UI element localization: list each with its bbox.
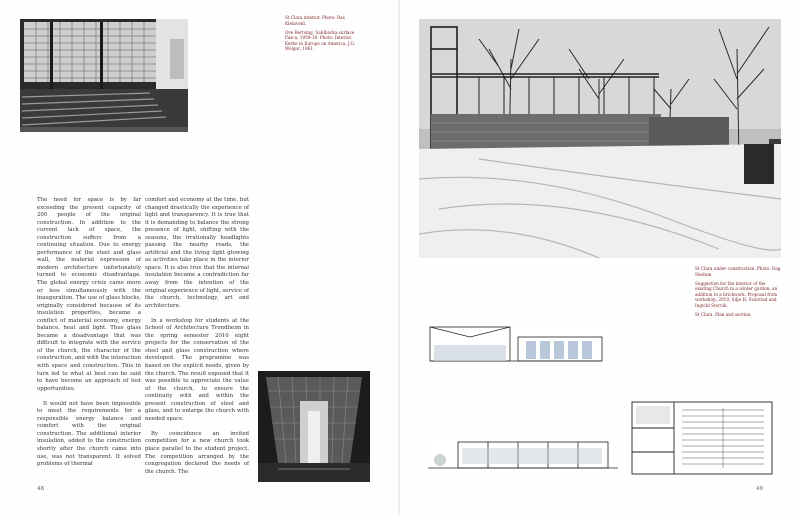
paragraph: comfort and economy at the time, but changed drastically the experience of light and transparency. It is true that it is demanding to balance the strong presence of light, shifting with the seasons, the irrationally headlights passing the nearby roads, the artificial and the living light glowing as activities take place in the interior space. It is also true that the internal insulation became a contradiction far away from the intention of the original experience of light, service of the church, technology, art and architecture. <box>145 197 249 309</box>
caption-top <box>285 15 361 56</box>
caption-text: St Clara interior. Photo: Bas Kleinveld. <box>285 15 345 26</box>
caption-text: Ove Bertsing, Sahlbacka surface Pasca, 1959-19. Photo: Interior. Kerbe in Europe on America, J.G. Wolgor, 1961. <box>285 29 356 52</box>
winter-garden-photo <box>258 371 370 482</box>
construction-photo <box>419 19 781 258</box>
paragraph: The need for space is by far exceeding the present capacity of 200 people of the original construction. In addition to the current lack of space, the construction suffers from a continuing situation. Due to energy performance of the steel and glass wall, the material expression of modern architecture unfortunately turned to economic disadvantage. The global energy crisis came more or less simultaneously with the inauguration. The use of glass blocks, originally considered because of its insulation properties, became a conflict of material economy, energy balance, heat and light. Thus glass became a disadvantage that was difficult to integrate with the service of the church, the character of the construction, and with the interaction with space and construction. This in turn led to what at best can be said to have become an approach of lost opportunities. <box>37 197 141 392</box>
paragraph: In a workshop for students at the School of Architecture Trondheim in the spring semester 2010 eight projects for the conservation of the steel and glass construction where developed. The programme was based on the explicit needs, given by the church. The result exposed that it was possible to appreciate the value of the church, to ensure the continuity with and within the present construction of steel and glass, and to enlarge the church with needed space. <box>145 317 249 422</box>
caption-text: St Clara. Plan and section. <box>695 312 752 318</box>
body-column-2 <box>145 197 249 484</box>
caption-right <box>695 266 781 321</box>
paragraph: By coincidence an invited competition for a new church took place parallel to the student project. The competition arranged by the congregation declared the needs of the church. The <box>145 430 249 475</box>
caption-text: St Clara under construction. Photo: Dag Stedum. <box>695 266 781 277</box>
floor-plan-drawing <box>628 398 776 478</box>
interior-photo <box>20 19 188 132</box>
section-drawing-lower <box>428 436 618 476</box>
page-number-right: 49 <box>756 486 763 492</box>
section-drawing <box>426 323 608 365</box>
right-page <box>285 0 800 515</box>
page-number-left: 48 <box>37 486 44 492</box>
paragraph: It would not have been impossible to meet the requirements for a responsible energy balance and comfort with the original construction. The additional interior insulation, added to the construction shortly after the church came into use, was not transparent. It solved problems of thermal <box>37 400 141 468</box>
body-column-1 <box>37 197 141 476</box>
caption-text: Suggestion for the interior of the existing Church in a winter garden, an addition to a brickwork. Proposal from workshop, 2010, Silje H. Svarstad and Ingvild Storvik. <box>695 280 778 309</box>
